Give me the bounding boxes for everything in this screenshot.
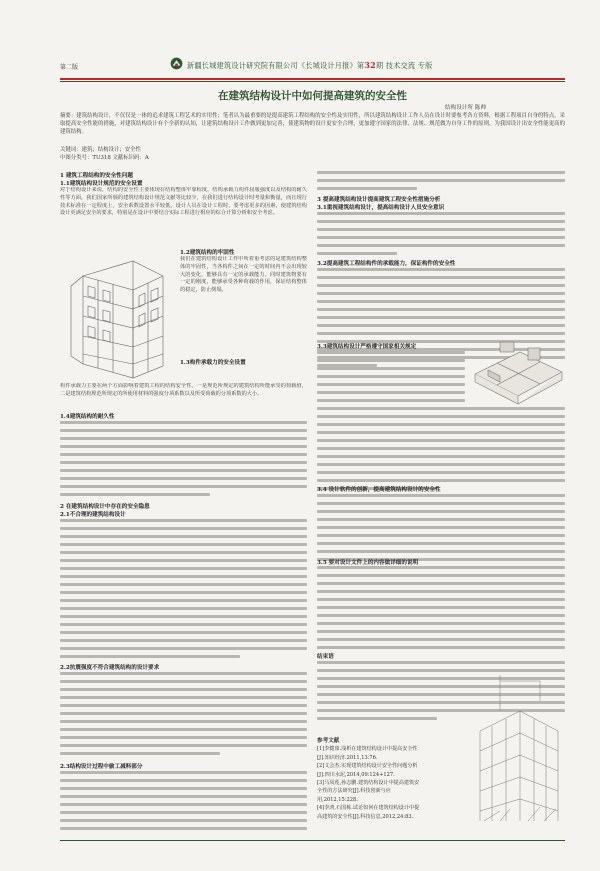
section-1-2-heading: 1.2建筑结构的牢固性	[180, 250, 235, 256]
header-rule-red	[60, 78, 565, 80]
reference-item: [J].知识经济.2011,13:76.	[317, 754, 378, 761]
article-author: 结构设计所 陈帅	[445, 105, 486, 111]
section-2-2-heading: 2.2抗震强度不符合建筑结构的设计要求	[60, 665, 160, 671]
section-2-heading: 2 在建筑结构设计中存在的安全隐患	[60, 504, 150, 510]
reference-item: [J].四川水泥,2014,09:124+127.	[317, 771, 395, 778]
paragraph-3-start	[180, 366, 307, 382]
paragraph-2: 我们在建筑结构设计工作中所着重考虑的是建筑结构整体的牢固性，当各构件之间在一定的时间内不会出现较大的变化，能够具有一定的承载能力。同时建筑物要有一定的刚度，能够承受各种荷载的作用，保证结构整体的稳定，防止倒塌。	[180, 256, 307, 294]
section-3-3-heading: 3.3建筑结构设计严格遵守国家相关规定	[317, 344, 417, 350]
footer-rule	[60, 840, 565, 841]
building-sketch-figure	[63, 246, 177, 382]
reference-item: 用,2012,15:228.	[317, 796, 358, 803]
reference-item: [1]李健康.浅析在建筑结构设计中提高安全性	[317, 746, 418, 753]
section-3-1-heading: 3.1重视建筑结构设计，提高结构设计人员安全意识	[317, 205, 445, 211]
reference-item: 高建筑的安全性[J].科技信息,2012,24:83.	[317, 813, 414, 820]
floor-plan-figure	[470, 334, 566, 408]
section-1-4-heading: 1.4建筑结构的耐久性	[60, 414, 115, 420]
reference-item: [2]文会杰.实现建筑结构设计安全性问题分析	[317, 763, 418, 770]
construction-sketch-figure	[470, 671, 566, 831]
section-2-1-heading: 2.1不合理的建筑结构设计	[60, 512, 126, 518]
section-1-heading: 1 建筑工程结构的安全性问题	[60, 173, 133, 179]
conclusion-heading: 结束语	[317, 654, 334, 660]
section-3-4-heading: 3.4 设计软件的创新，提高建筑结构设计的安全性	[317, 487, 441, 493]
article-title: 在建筑结构设计中如何提高建筑的安全性	[218, 90, 407, 102]
page-label: 第二版	[60, 64, 79, 71]
abstract: 摘要：建筑结构设计，不仅仅是一体的追求建筑工程艺术的实用性；笔者认为最重要的是提高建筑工程结构的安全性及实用性，所以建筑结构设计工作人员在设计时要参考各方资料，根据工程项目自身的特点，采取提高安全性能的措施，对建筑结构设计有个全新的认知，让建筑结构设计工作做到更加完善，使建筑物的设计更安全合理，更加遵守国家的法律、法规、规范做为自身工作的原则，为我国设计出安全性能更高的建筑结构。	[60, 113, 565, 136]
page-header	[60, 57, 560, 77]
paragraph-3: 构件承载力主要在两个方面影响着建筑工程的结构安全性，一是规范所规定的建筑结构所能承受的荷载值，二是建筑结构规范所规定的所使用材料的强度分项系数以及所受荷载的分项系数的大小。	[60, 383, 307, 397]
keywords-block	[60, 146, 149, 162]
company-logo-icon	[170, 57, 183, 70]
section-3-5-heading: 3.5 要对设计文件上的内容做详细的说明	[317, 560, 419, 566]
reference-item: [4]李鸿,石国栋.试论如何在建筑结构设计中提	[317, 805, 420, 812]
issue-number: 32	[364, 60, 376, 70]
section-1-3-heading: 1.3构件承载力的安全设置	[180, 360, 246, 366]
header-rule-green	[60, 81, 565, 82]
keywords: 关键词：建筑；结构设计；安全性	[60, 147, 141, 153]
section-2-3-heading: 2.3结构设计过程中偷工减料部分	[60, 764, 143, 770]
references	[317, 737, 467, 821]
section-1-1-heading: 1.1建筑结构设计规范的安全设置	[60, 181, 143, 187]
section-3-heading: 3 提高建筑结构设计提高建筑工程安全性措施分析	[317, 197, 441, 203]
reference-item: 全性的方法研究[J].科技创新与应	[317, 788, 391, 795]
section-3-2-heading: 3.2提高建筑工程结构件的承载能力，保证构件的安全性	[317, 261, 456, 267]
reference-item: [3]马凤莲,孙志鹏.建筑结构设计中提高建筑安	[317, 780, 420, 787]
references-heading: 参考文献	[317, 738, 340, 744]
paragraph-1: 对于结构设计来说，结构的安全性主要体现在结构整体牢靠程度，结构承载力构件屈服强度以及结构的耐久性等方面。我们国家所颁的建筑结构设计规范文献等比较少，在我们进行结构设计时考量和衡量，而且现行技术标准在一定程度上，安全系数设置水平较低，设计人员在设计工程时，要考虑更多的因素，使建筑结构设计更满足安全的要求，特别是在设计中要结合实际工程进行相应的综合计算分析和安全考虑。	[60, 187, 307, 217]
journal-title: 新疆长城建筑设计研究院有限公司《长城设计月报》第32期 技术交流 专版	[187, 60, 433, 70]
classification: 中图分类号：TU318 文献标识码：A	[60, 155, 149, 161]
